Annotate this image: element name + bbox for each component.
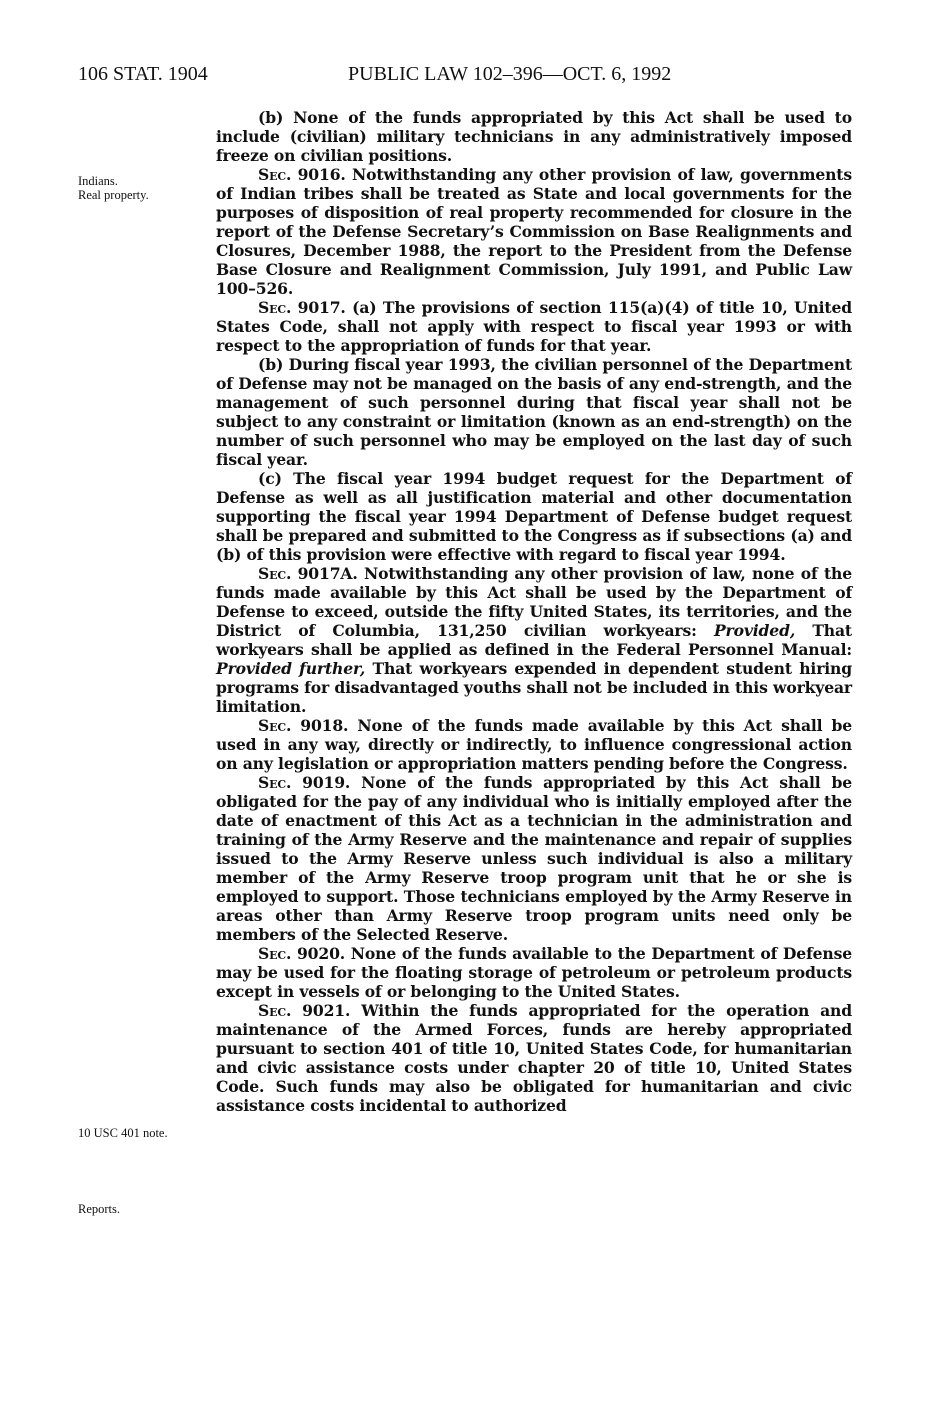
sidenote-reports: Reports.	[78, 1202, 121, 1216]
section-label: Sec.	[258, 564, 292, 583]
provided-term: Provided,	[713, 621, 796, 640]
paragraph	[216, 564, 852, 716]
sidenote-indians: Indians.	[78, 174, 118, 188]
paragraph	[216, 716, 852, 773]
section-text: That workyears shall be applied as defined in the Federal Personnel Manual:	[216, 621, 852, 659]
section-text: 9021. Within the funds appropriated for the operation and maintenance of the Armed Forces, funds are hereby appropriated pursuant to section 401 of title 10, United States Code, for humanitarian and civic assistance costs under chapter 20 of title 10, United States Code. Such funds may also be obligated for humanitarian and civic assistance costs incidental to authorized	[216, 1001, 852, 1115]
section-text: 9018. None of the funds made available by this Act shall be used in any way, directly or indirectly, to influence congressional action on any legislation or appropriation matters pending before the Congress.	[216, 716, 852, 773]
section-label: Sec.	[258, 944, 292, 963]
page-header	[78, 62, 868, 86]
section-text: That workyears expended in dependent student hiring programs for disadvantaged youths shall not be included in this workyear limitation.	[216, 659, 852, 716]
section-label: Sec.	[258, 165, 292, 184]
section-label: Sec.	[258, 716, 292, 735]
sidenote-usc: 10 USC 401 note.	[78, 1126, 168, 1140]
paragraph	[216, 944, 852, 1001]
section-text: 9020. None of the funds available to the Department of Defense may be used for the floating storage of petroleum or petroleum products except in vessels of or belonging to the United States.	[216, 944, 852, 1001]
section-label: Sec.	[258, 773, 292, 792]
section-label: Sec.	[258, 1001, 292, 1020]
paragraph	[216, 1001, 852, 1115]
section-text: 9016. Notwithstanding any other provision of law, governments of Indian tribes shall be treated as State and local governments for the purposes of disposition of real property recommended for closure in the report of the Defense Secretary’s Commission on Base Realignments and Closures, December 1988, the report to the President from the Defense Base Closure and Realignment Commission, July 1991, and Public Law 100–526.	[216, 165, 852, 298]
paragraph: (b) None of the funds appropriated by this Act shall be used to include (civilian) military technicians in any administratively imposed freeze on civilian positions.	[216, 108, 852, 165]
law-body	[216, 108, 852, 1115]
paragraph: (b) During fiscal year 1993, the civilian personnel of the Department of Defense may not be managed on the basis of any end-strength, and the management of such personnel during that fiscal year shall not be subject to any constraint or limitation (known as an end-strength) on the number of such personnel who may be employed on the last day of such fiscal year.	[216, 355, 852, 469]
paragraph	[216, 773, 852, 944]
statute-page-number: 106 STAT. 1904	[78, 63, 208, 85]
section-text: 9017A. Notwithstanding any other provision of law, none of the funds made available by this Act shall be used by the Department of Defense to exceed, outside the fifty United States, its territories, and the District of Columbia, 131,250 civilian workyears:	[216, 564, 852, 640]
section-label: Sec.	[258, 298, 292, 317]
provided-further-term: Provided further,	[216, 659, 366, 678]
section-text: 9019. None of the funds appropriated by this Act shall be obligated for the pay of any individual who is initially employed after the date of enactment of this Act as a technician in the administration and training of the Army Reserve and the maintenance and repair of supplies issued to the Army Reserve unless such individual is also a military member of the Army Reserve troop program unit that he or she is employed to support. Those technicians employed by the Army Reserve in areas other than Army Reserve troop program units need only be members of the Selected Reserve.	[216, 773, 852, 944]
sidenote-real-property: Real property.	[78, 188, 149, 202]
paragraph	[216, 165, 852, 298]
paragraph: (c) The fiscal year 1994 budget request for the Department of Defense as well as all justification material and other documentation supporting the fiscal year 1994 Department of Defense budget request shall be prepared and submitted to the Congress as if subsections (a) and (b) of this provision were effective with regard to fiscal year 1994.	[216, 469, 852, 564]
section-text: 9017. (a) The provisions of section 115(a)(4) of title 10, United States Code, shall not apply with respect to fiscal year 1993 or with respect to the appropriation of funds for that year.	[216, 298, 852, 355]
paragraph	[216, 298, 852, 355]
public-law-title: PUBLIC LAW 102–396—OCT. 6, 1992	[348, 63, 672, 85]
